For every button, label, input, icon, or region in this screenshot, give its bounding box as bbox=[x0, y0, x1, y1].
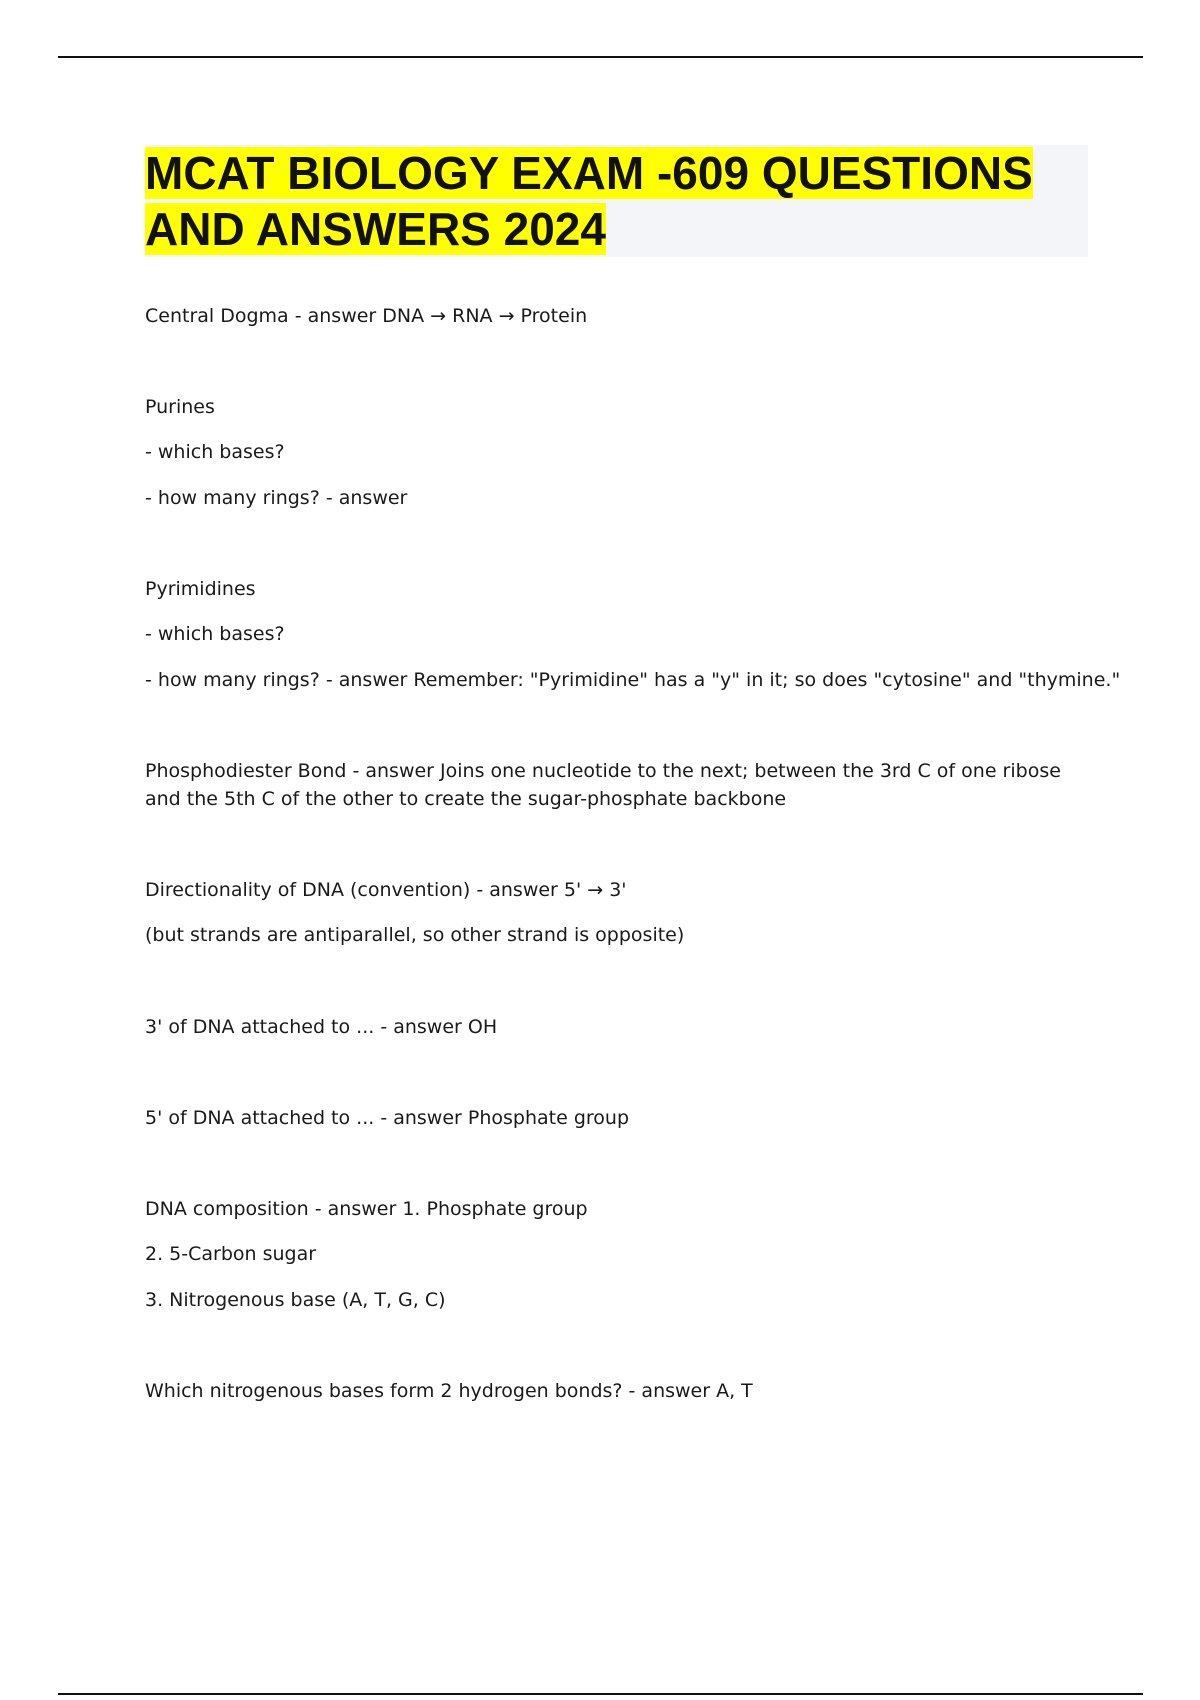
qa-dna-composition-3: 3. Nitrogenous base (A, T, G, C) bbox=[145, 1289, 446, 1311]
qa-three-prime: 3' of DNA attached to ... - answer OH bbox=[145, 1016, 498, 1038]
title-block bbox=[145, 145, 1088, 257]
document-title bbox=[145, 145, 1088, 257]
qa-five-prime: 5' of DNA attached to ... - answer Phosphate group bbox=[145, 1107, 630, 1129]
qa-dna-composition: DNA composition - answer 1. Phosphate group bbox=[145, 1198, 588, 1220]
footer-rule bbox=[58, 1693, 1143, 1695]
qa-directionality-note: (but strands are antiparallel, so other strand is opposite) bbox=[145, 924, 685, 946]
qa-purines-term: Purines bbox=[145, 396, 215, 418]
qa-hydrogen-bonds: Which nitrogenous bases form 2 hydrogen bonds? - answer A, T bbox=[145, 1380, 753, 1402]
qa-directionality: Directionality of DNA (convention) - answer 5' → 3' bbox=[145, 879, 627, 901]
qa-central-dogma: Central Dogma - answer DNA → RNA → Protein bbox=[145, 305, 588, 327]
qa-purines-rings: - how many rings? - answer bbox=[145, 487, 408, 509]
header-rule bbox=[58, 56, 1143, 58]
qa-pyrimidines-bases: - which bases? bbox=[145, 623, 285, 645]
qa-purines-bases: - which bases? bbox=[145, 441, 285, 463]
qa-phosphodiester-bond: Phosphodiester Bond - answer Joins one nucleotide to the next; between the 3rd C of one ribose and the 5th C of the other to create the sugar-phosphate backbone bbox=[145, 760, 1061, 810]
qa-dna-composition-2: 2. 5-Carbon sugar bbox=[145, 1243, 317, 1265]
qa-pyrimidines-term: Pyrimidines bbox=[145, 578, 256, 600]
title-line-1: MCAT BIOLOGY EXAM -609 QUESTIONS bbox=[145, 147, 1033, 199]
title-line-2: AND ANSWERS 2024 bbox=[145, 203, 606, 255]
qa-pyrimidines-rings: - how many rings? - answer Remember: "Pyrimidine" has a "y" in it; so does "cytosine" and "thymine." bbox=[145, 669, 1121, 691]
